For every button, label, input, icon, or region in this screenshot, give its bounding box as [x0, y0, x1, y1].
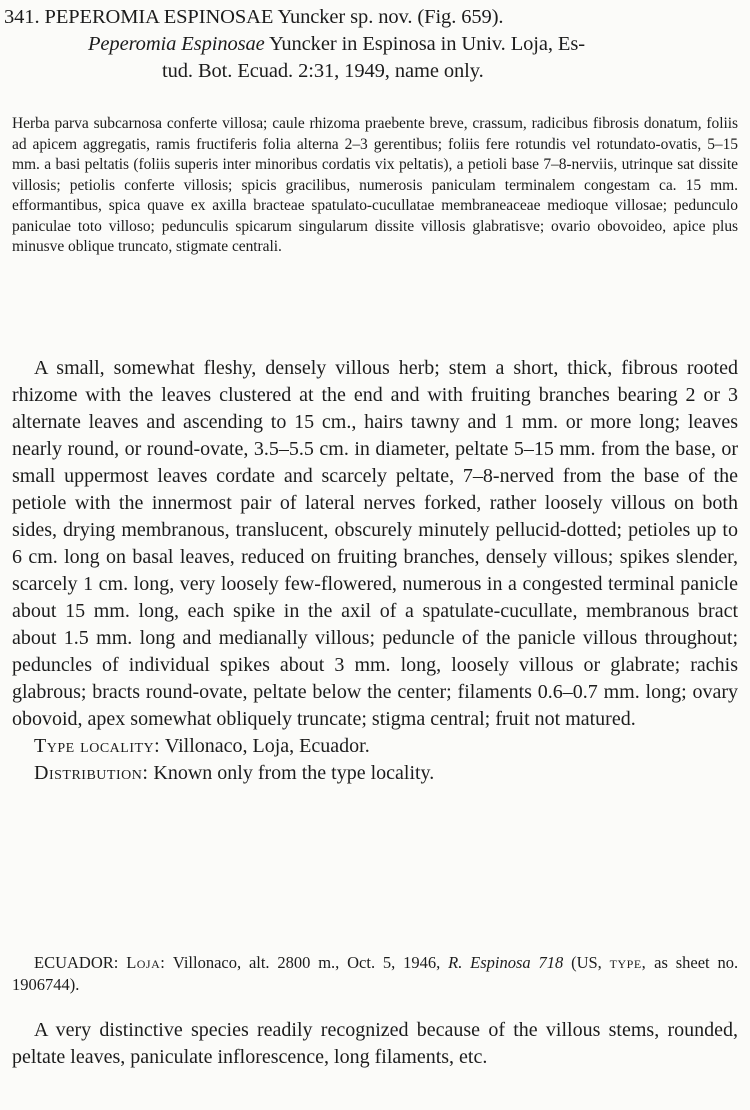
english-description: A small, somewhat fleshy, densely villous herb; stem a short, thick, fibrous rooted rhizome with the leaves clustered at the end and with fruiting branches bearing 2 or 3 alternate leaves and ascending to 15 cm., hairs tawny and 1 mm. or more long; leaves nearly round, or round-ovate, 3.5–5.5 cm. in diameter, peltate 5–15 mm. from the base, or small uppermost leaves cordate and scarcely peltate, 7–8-nerved from the base of the petiole with the innermost pair of lateral nerves forked, rather loosely villous on both sides, drying membranous, translucent, obscurely minutely pellucid-dotted; petioles up to 6 cm. long on basal leaves, reduced on fruiting branches, densely villous; spikes slender, scarcely 1 cm. long, very loosely few-flowered, numerous in a congested terminal panicle about 15 mm. long, each spike in the axil of a spatulate-cucullate, membranous bract about 1.5 mm. long and medianally villous; peduncle of the panicle villous throughout; peduncles of individual spikes about 3 mm. long, loosely villous or glabrate; rachis glabrous; bracts round-ovate, peltate below the center; filaments 0.6–0.7 mm. long; ovary obovoid, apex somewhat obliquely truncate; stigma central; fruit not matured. [12, 357, 738, 730]
specimen-collector: R. Espinosa 718 [448, 953, 564, 972]
specimen-type-label: type, [609, 953, 647, 972]
synonym-name: Peperomia Espinosae [88, 33, 265, 55]
specimen-province: Loja: [126, 953, 166, 972]
specimen-open: (US, [571, 953, 602, 972]
type-locality-value: Villonaco, Loja, Ecuador. [164, 735, 370, 757]
type-locality-label: Type locality: [34, 735, 161, 757]
specimen-locality: Villonaco, alt. 2800 m., Oct. 5, 1946, [172, 953, 441, 972]
closing-note-text: A very distinctive species readily recognized because of the villous stems, rounded, peltate leaves, paniculate inflorescence, long filaments, etc. [12, 1019, 738, 1068]
distribution [12, 760, 738, 787]
synonym-citation-2: tud. Bot. Ecuad. 2:31, 1949, name only. [162, 60, 484, 82]
species-authority: Yuncker sp. nov. (Fig. 659). [277, 6, 504, 28]
heading-line-3 [4, 58, 744, 85]
specimen-paragraph [12, 952, 738, 996]
species-name: PEPEROMIA ESPINOSAE [44, 6, 274, 28]
synonym-citation-1: Yuncker in Espinosa in Univ. Loja, Es- [268, 33, 585, 55]
heading-line-1 [4, 4, 744, 31]
specimen-citation [12, 952, 738, 996]
latin-description: Herba parva subcarnosa conferte villosa; caule rhizoma praebente breve, crassum, radicibus fibrosis donatum, foliis ad apicem aggregatis, ramis fructiferis folia alterna 2–3 gerentibus; foliis fere rotundis vel rotundato-ovatis, 5–15 mm. a basi peltatis (foliis superis inter minoribus cordatis vix peltatis), a petioli base 7–8-nerviis, utrinque sat dissite villosis; petiolis conferte villosis; spicis gracilibus, numerosis paniculam terminalem congestam ca. 15 mm. efformantibus, spica quave ex axilla bracteae spatulato-cucullatae membraneaceae medioque villosae; pedunculo paniculae toto villoso; pedunculis spicarum singularum dissite villosis glabratisve; ovario obovoideo, apice plus minusve oblique truncato, stigmate centrali. [12, 115, 738, 255]
english-description-block [12, 355, 738, 787]
specimen-country: ECUADOR: [34, 953, 119, 972]
species-number: 341. [4, 6, 40, 28]
closing-note [12, 1017, 738, 1071]
type-locality [12, 733, 738, 760]
distribution-label: Distribution: [34, 762, 149, 784]
distribution-value: Known only from the type locality. [153, 762, 435, 784]
heading-line-2 [4, 31, 744, 58]
specimen-rest: as sheet no. 1906744). [12, 953, 739, 994]
species-heading [4, 4, 744, 85]
